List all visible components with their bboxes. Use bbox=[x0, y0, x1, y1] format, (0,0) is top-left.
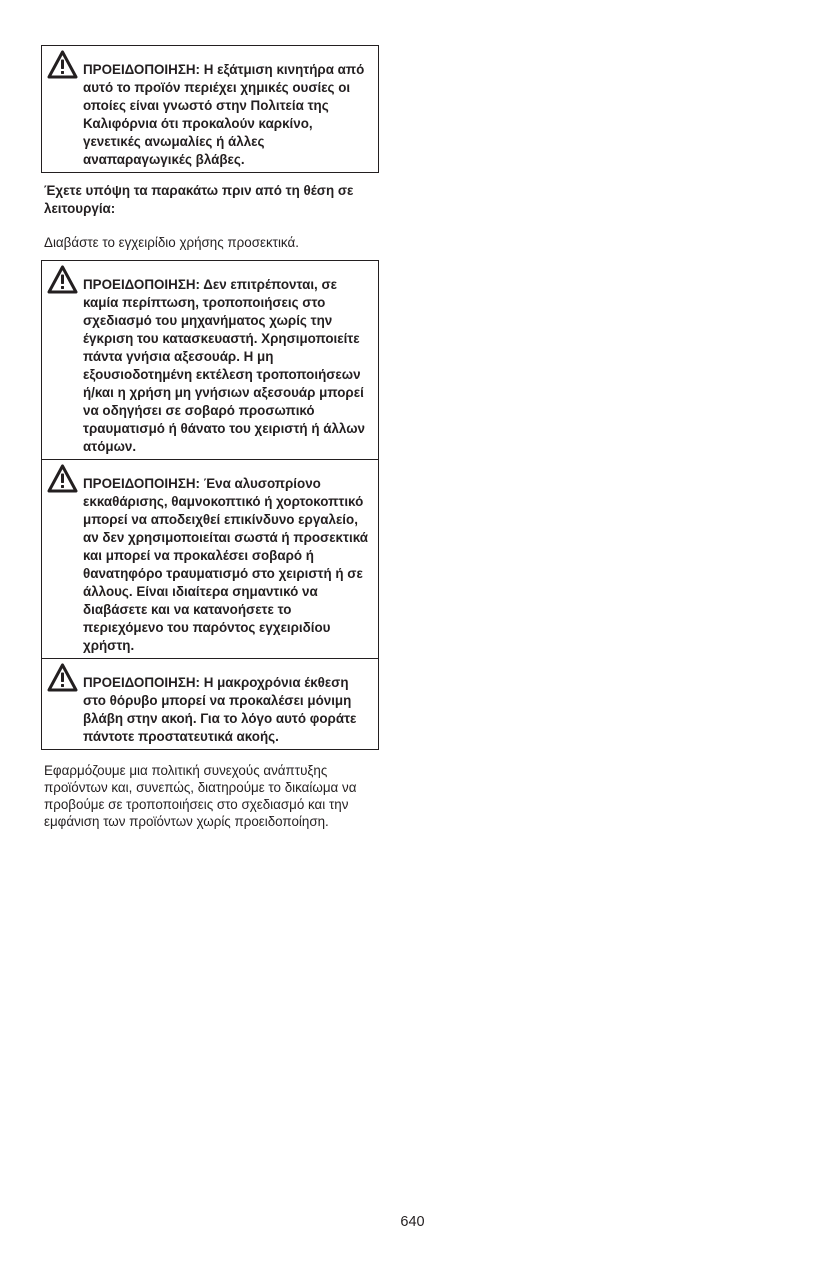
warning-box-california bbox=[41, 45, 379, 173]
warning-triangle-icon bbox=[47, 464, 78, 493]
warning-text-noise: ΠΡΟΕΙΔΟΠΟΙΗΣΗ: Η μακροχρόνια έκθεση στο θόρυβο μπορεί να προκαλέσει μόνιμη βλάβη στην ακοή. Για το λόγο αυτό φοράτε πάντοτε προστατευτικά ακοής. bbox=[83, 675, 357, 744]
warning-box-dangerous-tool bbox=[41, 460, 379, 659]
warning-box-noise bbox=[41, 659, 379, 750]
product-policy-text: Εφαρμόζουμε μια πολιτική συνεχούς ανάπτυξης προϊόντων και, συνεπώς, διατηρούμε το δικαίωμα να προβούμε σε τροποποιήσεις στο σχεδιασμό και την εμφάνιση των προϊόντων χωρίς προειδοποίηση. bbox=[44, 763, 357, 829]
warning-box-modifications bbox=[41, 260, 379, 460]
page-number: 640 bbox=[400, 1214, 425, 1230]
content-column bbox=[41, 45, 379, 830]
warning-text-modifications: ΠΡΟΕΙΔΟΠΟΙΗΣΗ: Δεν επιτρέπονται, σε καμία περίπτωση, τροποποιήσεις στο σχεδιασμό του μηχανήματος χωρίς την έγκριση του κατασκευαστή. Χρησιμοποιείτε πάντα γνήσια αξεσουάρ. Η μη εξουσιοδοτημένη εκτέλεση τροποποιήσεων ή/και η χρήση μη γνήσιων αξεσουάρ μπορεί να οδηγήσει σε σοβαρό προσωπικό τραυματισμό ή θάνατο του χειριστή ή άλλων ατόμων. bbox=[83, 277, 365, 454]
warning-triangle-icon bbox=[47, 663, 78, 692]
warning-triangle-icon bbox=[47, 265, 78, 294]
read-manual-text: Διαβάστε το εγχειρίδιο χρήσης προσεκτικά. bbox=[44, 235, 299, 250]
spacer bbox=[41, 251, 379, 260]
warning-text-california: ΠΡΟΕΙΔΟΠΟΙΗΣΗ: Η εξάτμιση κινητήρα από αυτό το προϊόν περιέχει χημικές ουσίες οι οποίες είναι γνωστό στην Πολιτεία της Καλιφόρνια ότι προκαλούν καρκίνο, γενετικές ανωμαλίες ή άλλες αναπαραγωγικές βλάβες. bbox=[83, 62, 365, 167]
before-operation-heading: Έχετε υπόψη τα παρακάτω πριν από τη θέση σε λειτουργία: bbox=[44, 183, 354, 216]
warning-text-dangerous-tool: ΠΡΟΕΙΔΟΠΟΙΗΣΗ: Ένα αλυσοπρίονο εκκαθάρισης, θαμνοκοπτικό ή χορτοκοπτικό μπορεί να αποδειχθεί επικίνδυνο εργαλείο, αν δεν χρησιμοποιείται σωστά ή προσεκτικά και μπορεί να προκαλέσει σοβαρό ή θανατηφόρο τραυματισμό στο χειριστή ή σε άλλους. Είναι ιδιαίτερα σημαντικό να διαβάσετε και να κατανοήσετε το περιεχόμενο του παρόντος εγχειριδίου χρήστη. bbox=[83, 476, 368, 653]
warning-triangle-icon bbox=[47, 50, 78, 79]
